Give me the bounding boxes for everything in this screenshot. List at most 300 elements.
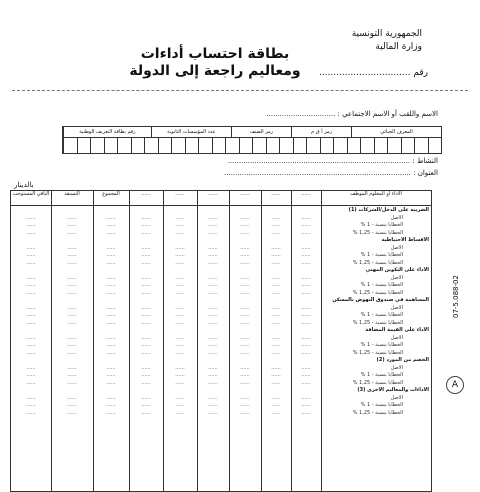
entry-cell[interactable] <box>51 327 93 335</box>
activity-field[interactable]: النشاط : .................................................................................. <box>227 157 438 165</box>
entry-cell[interactable]: ...... <box>301 379 311 386</box>
entry-cell[interactable]: ...... <box>301 252 311 258</box>
entry-column[interactable] <box>129 207 163 417</box>
ident-digit-cell[interactable] <box>158 137 172 153</box>
entry-cell[interactable]: ...... <box>67 289 77 296</box>
entry-cell[interactable]: ...... <box>141 349 151 356</box>
entry-cell[interactable]: ...... <box>26 349 36 356</box>
entry-cell[interactable]: ...... <box>106 402 116 408</box>
name-field[interactable]: الاسم واللقب أو الاسم الاجتماعي : ............................... <box>266 110 438 118</box>
entry-cell[interactable] <box>93 267 129 275</box>
entry-cell[interactable]: ...... <box>240 379 250 386</box>
entry-cell[interactable]: ...... <box>141 394 151 401</box>
entry-cell[interactable]: ...... <box>175 229 185 236</box>
entry-cell[interactable] <box>261 327 291 335</box>
entry-cell[interactable]: ...... <box>240 244 250 251</box>
entry-cell[interactable] <box>163 207 197 215</box>
address-field[interactable]: العنوان : .................................................................................... <box>224 169 438 177</box>
entry-cell[interactable] <box>51 237 93 245</box>
entry-cell[interactable] <box>11 207 51 215</box>
entry-cell[interactable]: ...... <box>240 222 250 228</box>
entry-cell[interactable]: ...... <box>26 289 36 296</box>
entry-cell[interactable]: ...... <box>26 259 36 266</box>
entry-cell[interactable]: ...... <box>301 274 311 281</box>
ident-digit-cell[interactable] <box>252 137 266 153</box>
entry-cell[interactable]: ...... <box>271 349 281 356</box>
ident-digit-cell[interactable] <box>401 137 415 153</box>
ident-digit-cell[interactable] <box>414 137 428 153</box>
entry-cell[interactable]: ...... <box>26 409 36 416</box>
ident-digit-cell[interactable] <box>347 137 361 153</box>
entry-cell[interactable]: ...... <box>240 274 250 281</box>
ident-digit-cell[interactable] <box>171 137 185 153</box>
entry-cell[interactable] <box>11 357 51 365</box>
entry-cell[interactable]: ...... <box>106 409 116 416</box>
entry-cell[interactable]: ...... <box>67 312 77 318</box>
entry-cell[interactable]: ...... <box>175 349 185 356</box>
entry-cell[interactable]: ...... <box>175 334 185 341</box>
entry-column[interactable] <box>261 207 291 417</box>
ident-digit-cell[interactable] <box>104 137 118 153</box>
entry-cell[interactable]: ...... <box>175 259 185 266</box>
entry-cell[interactable]: ...... <box>208 364 218 371</box>
entry-cell[interactable]: ...... <box>301 349 311 356</box>
entry-cell[interactable]: ...... <box>67 229 77 236</box>
entry-cell[interactable]: ...... <box>301 222 311 228</box>
entry-cell[interactable] <box>197 267 229 275</box>
entry-cell[interactable]: ...... <box>67 222 77 228</box>
entry-cell[interactable]: ...... <box>271 409 281 416</box>
entry-cell[interactable]: ...... <box>208 342 218 348</box>
entry-cell[interactable]: ...... <box>106 259 116 266</box>
entry-cell[interactable]: ...... <box>67 394 77 401</box>
ident-digit-cell[interactable] <box>306 137 320 153</box>
entry-cell[interactable]: ...... <box>208 319 218 326</box>
entry-cell[interactable]: ...... <box>141 319 151 326</box>
entry-cell[interactable] <box>229 387 261 395</box>
entry-cell[interactable]: ...... <box>271 274 281 281</box>
entry-cell[interactable] <box>11 237 51 245</box>
entry-cell[interactable] <box>129 297 163 305</box>
entry-cell[interactable]: ...... <box>301 409 311 416</box>
entry-cell[interactable]: ...... <box>67 402 77 408</box>
entry-cell[interactable]: ...... <box>271 394 281 401</box>
entry-cell[interactable]: ...... <box>67 372 77 378</box>
entry-cell[interactable]: ...... <box>301 282 311 288</box>
entry-cell[interactable]: ...... <box>208 394 218 401</box>
entry-cell[interactable]: ...... <box>141 214 151 221</box>
entry-cell[interactable]: ...... <box>271 244 281 251</box>
entry-cell[interactable]: ...... <box>106 304 116 311</box>
entry-cell[interactable]: ...... <box>106 244 116 251</box>
entry-cell[interactable] <box>51 297 93 305</box>
entry-cell[interactable]: ...... <box>240 342 250 348</box>
entry-cell[interactable]: ...... <box>106 282 116 288</box>
entry-column[interactable] <box>291 207 321 417</box>
entry-cell[interactable]: ...... <box>141 342 151 348</box>
entry-cell[interactable]: ...... <box>67 259 77 266</box>
ident-digit-cell[interactable] <box>212 137 226 153</box>
entry-cell[interactable]: ...... <box>240 214 250 221</box>
entry-cell[interactable] <box>163 267 197 275</box>
entry-cell[interactable]: ...... <box>106 289 116 296</box>
entry-cell[interactable]: ...... <box>208 222 218 228</box>
entry-cell[interactable]: ...... <box>106 319 116 326</box>
entry-cell[interactable] <box>197 237 229 245</box>
entry-cell[interactable]: ...... <box>301 304 311 311</box>
entry-cell[interactable]: ...... <box>141 274 151 281</box>
entry-cell[interactable]: ...... <box>106 379 116 386</box>
entry-cell[interactable]: ...... <box>175 252 185 258</box>
entry-cell[interactable]: ...... <box>106 349 116 356</box>
entry-cell[interactable]: ...... <box>271 342 281 348</box>
entry-cell[interactable]: ...... <box>208 252 218 258</box>
ident-digit-cell[interactable] <box>266 137 280 153</box>
entry-cell[interactable]: ...... <box>271 319 281 326</box>
entry-cell[interactable]: ...... <box>301 342 311 348</box>
entry-cell[interactable]: ...... <box>26 342 36 348</box>
entry-cell[interactable]: ...... <box>175 394 185 401</box>
entry-cell[interactable]: ...... <box>240 289 250 296</box>
entry-cell[interactable]: ...... <box>26 379 36 386</box>
entry-cell[interactable] <box>197 297 229 305</box>
entry-cell[interactable]: ...... <box>175 402 185 408</box>
entry-cell[interactable]: ...... <box>67 342 77 348</box>
entry-cell[interactable]: ...... <box>67 364 77 371</box>
entry-cell[interactable]: ...... <box>67 214 77 221</box>
entry-cell[interactable]: ...... <box>141 259 151 266</box>
entry-cell[interactable]: ...... <box>240 319 250 326</box>
entry-cell[interactable]: ...... <box>26 394 36 401</box>
entry-cell[interactable] <box>11 297 51 305</box>
entry-cell[interactable] <box>51 267 93 275</box>
entry-cell[interactable] <box>163 237 197 245</box>
entry-cell[interactable]: ...... <box>67 409 77 416</box>
entry-cell[interactable] <box>93 237 129 245</box>
entry-cell[interactable]: ...... <box>208 372 218 378</box>
entry-cell[interactable] <box>291 207 321 215</box>
entry-cell[interactable]: ...... <box>67 282 77 288</box>
entry-cell[interactable] <box>291 327 321 335</box>
entry-cell[interactable]: ...... <box>301 244 311 251</box>
entry-cell[interactable] <box>129 267 163 275</box>
entry-cell[interactable]: ...... <box>208 312 218 318</box>
entry-cell[interactable]: ...... <box>141 334 151 341</box>
entry-cell[interactable] <box>291 357 321 365</box>
entry-cell[interactable]: ...... <box>271 259 281 266</box>
ident-digit-cell[interactable] <box>198 137 212 153</box>
ident-digit-cell[interactable] <box>387 137 401 153</box>
entry-cell[interactable]: ...... <box>67 244 77 251</box>
entry-cell[interactable] <box>261 207 291 215</box>
entry-cell[interactable] <box>229 267 261 275</box>
entry-cell[interactable]: ...... <box>240 282 250 288</box>
ident-digit-cell[interactable] <box>374 137 388 153</box>
entry-cell[interactable]: ...... <box>271 402 281 408</box>
entry-cell[interactable]: ...... <box>67 304 77 311</box>
entry-cell[interactable] <box>93 297 129 305</box>
entry-cell[interactable]: ...... <box>271 334 281 341</box>
entry-cell[interactable]: ...... <box>175 364 185 371</box>
entry-cell[interactable] <box>93 207 129 215</box>
entry-cell[interactable]: ...... <box>26 304 36 311</box>
entry-cell[interactable] <box>197 207 229 215</box>
entry-cell[interactable]: ...... <box>208 379 218 386</box>
entry-cell[interactable]: ...... <box>271 229 281 236</box>
entry-cell[interactable]: ...... <box>240 372 250 378</box>
entry-cell[interactable]: ...... <box>67 334 77 341</box>
entry-cell[interactable] <box>129 357 163 365</box>
entry-cell[interactable]: ...... <box>208 402 218 408</box>
entry-cell[interactable] <box>261 357 291 365</box>
entry-column[interactable] <box>11 207 51 417</box>
entry-cell[interactable]: ...... <box>175 319 185 326</box>
entry-cell[interactable]: ...... <box>175 282 185 288</box>
entry-cell[interactable]: ...... <box>301 312 311 318</box>
entry-cell[interactable]: ...... <box>301 402 311 408</box>
entry-cell[interactable]: ...... <box>208 304 218 311</box>
entry-cell[interactable]: ...... <box>208 244 218 251</box>
entry-cell[interactable]: ...... <box>301 259 311 266</box>
entry-cell[interactable]: ...... <box>141 402 151 408</box>
form-code: 07-5.088-02 <box>452 275 460 318</box>
entry-cell[interactable]: ...... <box>175 222 185 228</box>
entry-cell[interactable] <box>229 297 261 305</box>
entry-cell[interactable]: ...... <box>141 312 151 318</box>
entry-cell[interactable] <box>229 327 261 335</box>
entry-cell[interactable]: ...... <box>208 349 218 356</box>
entry-cell[interactable]: ...... <box>240 259 250 266</box>
entry-cell[interactable] <box>129 387 163 395</box>
entry-cell[interactable]: ...... <box>106 252 116 258</box>
entry-cell[interactable]: ...... <box>301 289 311 296</box>
ident-digit-cell[interactable] <box>77 137 91 153</box>
entry-cell[interactable] <box>291 237 321 245</box>
entry-cell[interactable] <box>163 327 197 335</box>
entry-cell[interactable]: ...... <box>175 372 185 378</box>
entry-cell[interactable] <box>51 357 93 365</box>
entry-cell[interactable]: ...... <box>208 409 218 416</box>
entry-cell[interactable]: ...... <box>208 214 218 221</box>
entry-cell[interactable]: ...... <box>208 274 218 281</box>
entry-cell[interactable]: ...... <box>175 312 185 318</box>
entry-cell[interactable]: ...... <box>141 229 151 236</box>
entry-cell[interactable]: ...... <box>240 334 250 341</box>
ident-digit-cell[interactable] <box>185 137 199 153</box>
entry-cell[interactable] <box>261 267 291 275</box>
ident-digit-cell[interactable] <box>225 137 239 153</box>
entry-cell[interactable]: ...... <box>271 304 281 311</box>
entry-cell[interactable]: ...... <box>240 402 250 408</box>
entry-cell[interactable]: ...... <box>26 312 36 318</box>
entry-cell[interactable] <box>261 387 291 395</box>
entry-cell[interactable]: ...... <box>175 274 185 281</box>
entry-cell[interactable]: ...... <box>240 252 250 258</box>
entry-cell[interactable]: ...... <box>106 342 116 348</box>
entry-cell[interactable]: ...... <box>271 372 281 378</box>
entry-cell[interactable]: ...... <box>26 244 36 251</box>
entry-cell[interactable]: ...... <box>141 379 151 386</box>
entry-cell[interactable]: ...... <box>301 364 311 371</box>
entry-cell[interactable] <box>129 207 163 215</box>
entry-cell[interactable]: ...... <box>175 244 185 251</box>
entry-cell[interactable]: ...... <box>271 364 281 371</box>
entry-column[interactable] <box>51 207 93 417</box>
entry-cell[interactable]: ...... <box>175 409 185 416</box>
ident-digit-cell[interactable] <box>293 137 307 153</box>
ident-digit-cell[interactable] <box>279 137 293 153</box>
entry-cell[interactable]: ...... <box>240 229 250 236</box>
entry-cell[interactable]: ...... <box>175 379 185 386</box>
entry-cell[interactable]: ...... <box>141 409 151 416</box>
entry-cell[interactable]: ...... <box>106 229 116 236</box>
entry-cell[interactable] <box>51 207 93 215</box>
entry-cell[interactable] <box>197 357 229 365</box>
entry-cell[interactable] <box>93 387 129 395</box>
entry-cell[interactable]: ...... <box>26 372 36 378</box>
entry-cell[interactable]: ...... <box>67 349 77 356</box>
entry-cell[interactable] <box>197 387 229 395</box>
entry-cell[interactable] <box>129 327 163 335</box>
entry-cell[interactable] <box>229 237 261 245</box>
entry-cell[interactable]: ...... <box>26 229 36 236</box>
entry-cell[interactable]: ...... <box>141 304 151 311</box>
ident-digit-cell[interactable] <box>239 137 253 153</box>
entry-cell[interactable]: ...... <box>240 394 250 401</box>
entry-cell[interactable] <box>261 237 291 245</box>
entry-cell[interactable] <box>129 237 163 245</box>
entry-cell[interactable] <box>291 267 321 275</box>
entry-column[interactable] <box>93 207 129 417</box>
entry-cell[interactable]: ...... <box>240 349 250 356</box>
entry-cell[interactable]: ...... <box>175 342 185 348</box>
entry-cell[interactable]: ...... <box>301 372 311 378</box>
ident-digit-cell[interactable] <box>117 137 131 153</box>
entry-cell[interactable]: ...... <box>141 289 151 296</box>
entry-cell[interactable]: ...... <box>141 364 151 371</box>
tax-line-label: الأصل <box>390 274 403 281</box>
ident-digit-cell[interactable] <box>428 137 442 153</box>
entry-cell[interactable]: ...... <box>141 244 151 251</box>
column-header-dots: ...... <box>141 191 151 197</box>
entry-cell[interactable]: ...... <box>67 319 77 326</box>
entry-cell[interactable]: ...... <box>26 364 36 371</box>
entry-cell[interactable] <box>197 327 229 335</box>
entry-cell[interactable]: ...... <box>240 364 250 371</box>
entry-cell[interactable]: ...... <box>67 379 77 386</box>
entry-cell[interactable]: ...... <box>208 289 218 296</box>
entry-cell[interactable] <box>291 387 321 395</box>
entry-cell[interactable] <box>229 357 261 365</box>
entry-cell[interactable] <box>11 267 51 275</box>
entry-cell[interactable]: ...... <box>271 312 281 318</box>
entry-cell[interactable]: ...... <box>26 282 36 288</box>
entry-cell[interactable] <box>51 387 93 395</box>
entry-cell[interactable]: ...... <box>208 229 218 236</box>
entry-cell[interactable]: ...... <box>271 214 281 221</box>
ident-digit-cell[interactable] <box>63 137 77 153</box>
ident-digit-cell[interactable] <box>144 137 158 153</box>
entry-cell[interactable]: ...... <box>26 334 36 341</box>
entry-cell[interactable] <box>93 357 129 365</box>
entry-cell[interactable]: ...... <box>106 334 116 341</box>
entry-cell[interactable]: ...... <box>106 372 116 378</box>
entry-column[interactable] <box>197 207 229 417</box>
entry-cell[interactable]: ...... <box>106 394 116 401</box>
entry-cell[interactable] <box>163 357 197 365</box>
entry-cell[interactable] <box>11 387 51 395</box>
entry-cell[interactable]: ...... <box>106 214 116 221</box>
entry-column[interactable] <box>229 207 261 417</box>
ident-digit-cell[interactable] <box>360 137 374 153</box>
entry-cell[interactable]: ...... <box>175 289 185 296</box>
entry-cell[interactable] <box>229 207 261 215</box>
column-header-remaining: الباقي المستوجب <box>12 191 50 197</box>
entry-cell[interactable]: ...... <box>208 282 218 288</box>
entry-cell[interactable]: ...... <box>106 312 116 318</box>
entry-cell[interactable]: ...... <box>301 334 311 341</box>
tax-table <box>10 190 432 492</box>
ident-digit-cell[interactable] <box>333 137 347 153</box>
entry-cell[interactable]: ...... <box>26 402 36 408</box>
entry-cell[interactable]: ...... <box>106 274 116 281</box>
entry-cell[interactable]: ...... <box>141 252 151 258</box>
entry-cell[interactable]: ...... <box>240 409 250 416</box>
entry-cell[interactable]: ...... <box>240 312 250 318</box>
entry-cell[interactable]: ...... <box>301 319 311 326</box>
entry-cell[interactable] <box>163 387 197 395</box>
identification-cells[interactable] <box>63 137 441 153</box>
entry-cell[interactable]: ...... <box>240 304 250 311</box>
entry-cell[interactable]: ...... <box>26 252 36 258</box>
entry-cell[interactable]: ...... <box>271 379 281 386</box>
entry-cell[interactable]: ...... <box>141 282 151 288</box>
entry-cell[interactable] <box>163 297 197 305</box>
entry-cell[interactable]: ...... <box>271 252 281 258</box>
entry-cell[interactable]: ...... <box>271 282 281 288</box>
entry-column[interactable] <box>163 207 197 417</box>
entry-cell[interactable] <box>261 297 291 305</box>
entry-cell[interactable]: ...... <box>67 274 77 281</box>
entry-cell[interactable]: ...... <box>26 222 36 228</box>
entry-cell[interactable]: ...... <box>208 259 218 266</box>
entry-cell[interactable]: ...... <box>175 304 185 311</box>
entry-cell[interactable]: ...... <box>141 222 151 228</box>
entry-cell[interactable]: ...... <box>301 229 311 236</box>
entry-cell[interactable]: ...... <box>26 214 36 221</box>
entry-cell[interactable]: ...... <box>26 274 36 281</box>
entry-cell[interactable]: ...... <box>301 214 311 221</box>
entry-cell[interactable]: ...... <box>106 364 116 371</box>
entry-cell[interactable]: ...... <box>175 214 185 221</box>
entry-cell[interactable]: ...... <box>106 222 116 228</box>
entry-cell[interactable] <box>291 297 321 305</box>
ident-digit-cell[interactable] <box>131 137 145 153</box>
entry-cell[interactable]: ...... <box>271 222 281 228</box>
entry-cell[interactable]: ...... <box>141 372 151 378</box>
reference-number-field[interactable]: رقم ................................ <box>318 68 428 78</box>
ident-digit-cell[interactable] <box>320 137 334 153</box>
column-header-dots: ...... <box>271 191 281 197</box>
entry-cell[interactable]: ...... <box>271 289 281 296</box>
entry-cell[interactable] <box>93 327 129 335</box>
entry-cell[interactable]: ...... <box>26 319 36 326</box>
ident-digit-cell[interactable] <box>90 137 104 153</box>
entry-cell[interactable] <box>11 327 51 335</box>
entry-cell[interactable]: ...... <box>301 394 311 401</box>
entry-cell[interactable]: ...... <box>67 252 77 258</box>
entry-cell[interactable]: ...... <box>208 334 218 341</box>
